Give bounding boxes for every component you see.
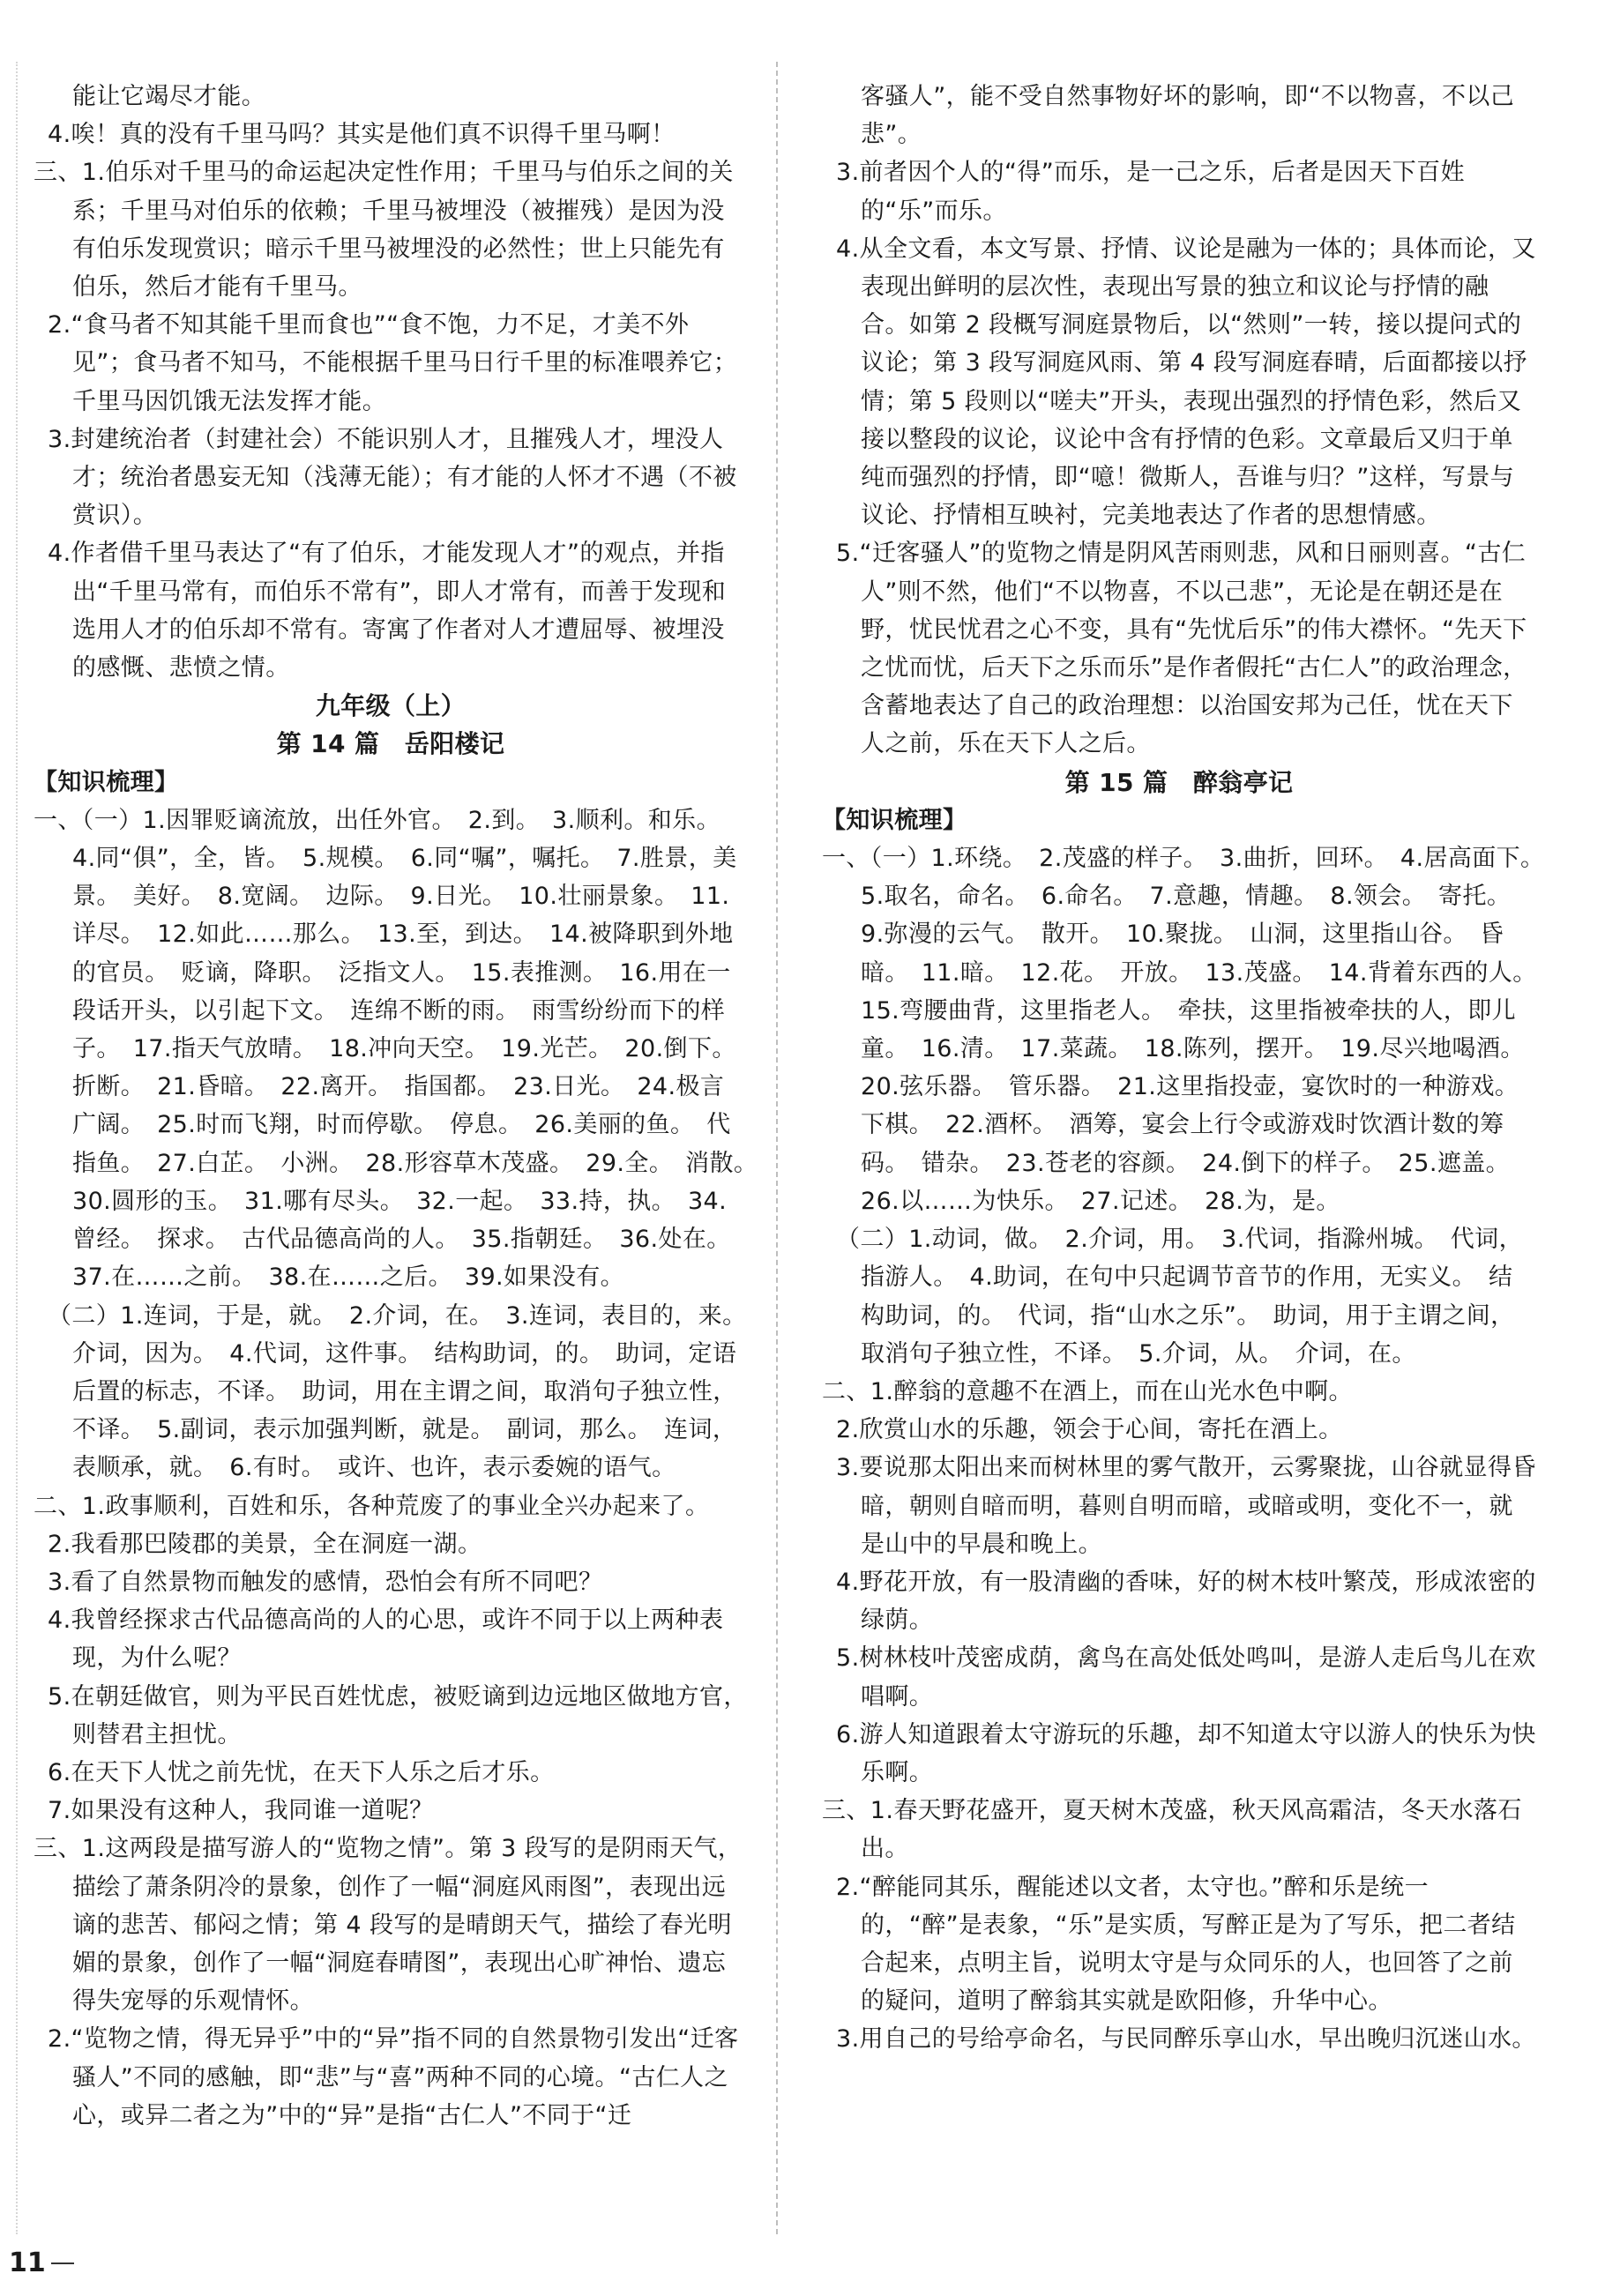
column-divider (776, 62, 778, 2234)
left-paragraph: 5.在朝廷做官，则为平民百姓忧虑，被贬谪到边远地区做地方官，则替君主担忧。 (48, 1682, 748, 1748)
left-paragraph: 4.唉！真的没有千里马吗？其实是他们真不识得千里马啊！ (48, 121, 676, 149)
right-paragraph: 4.从全文看，本文写景、抒情、议论是融为一体的；具体而论，又表现出鲜明的层次性，表现出写景的独立和议论与抒情的融合。如第 2 段概写洞庭景物后，以“然则”一转，接以提问式的议论；第 3 段写洞庭风雨、第 4 段写洞庭春晴，后面都接以抒情；第 5 段则以“嗟夫”开头，表现出强烈的抒情色彩，然后又接以整段的议论，议论中含有抒情的色彩。文章最后又归于单纯而强烈的抒情，即“噫！微斯人，吾谁与归？”这样，写景与议论、抒情相互映衬，完美地表达了作者的思想情感。 (836, 235, 1536, 530)
page-number: 11 (9, 2248, 46, 2278)
binding-margin-line (16, 62, 18, 2234)
left-paragraph: 7.如果没有这种人，我同谁一道呢？ (48, 1797, 434, 1825)
left-paragraph: 4.作者借千里马表达了“有了伯乐，才能发现人才”的观点，并指出“千里马常有，而伯乐不常有”，即人才常有，而善于发现和选用人才的伯乐却不常有。寄寓了作者对人才遭屈辱、被埋没的感慨、悲愤之情。 (48, 540, 727, 682)
left-paragraph: 3.封建统治者（封建社会）不能识别人才，且摧残人才，埋没人才；统治者愚妄无知（浅薄无能）；有才能的人怀才不遇（不被赏识）。 (48, 425, 737, 530)
left-paragraph: 2.“览物之情，得无异乎”中的“异”指不同的自然景物引发出“迁客骚人”不同的感触，即“悲”与“喜”两种不同的心境。“古仁人之心，或异二者之为”中的“异”是指“古仁人”不同于“迁 (48, 2025, 739, 2129)
left-paragraph: 2.我看那巴陵郡的美景，全在洞庭一湖。 (48, 1530, 482, 1558)
right-paragraph: 3.前者因个人的“得”而乐，是一己之乐，后者是因天下百姓的“乐”而乐。 (836, 159, 1465, 225)
left-paragraph: 4.我曾经探求古代品德高尚的人的心思，或许不同于以上两种表现，为什么呢？ (48, 1606, 724, 1673)
left-paragraph: 6.在天下人忧之前先忧，在天下人乐之后才乐。 (48, 1758, 555, 1786)
right-column (822, 78, 1557, 2059)
page-number-dash (51, 2262, 74, 2264)
left-paragraph: （二）1.连词，于是，就。 2.介词，在。 3.连词，表目的，来。介词，因为。 4.代词，这件事。 结构助词，的。 助词，定语后置的标志，不译。 助词，用在主谓之间，取消句子独立性，不译。 5.副词，表示加强判断，就是。 副词，那么。 连词，表顺承，就。 6.有时。 或许、也许，表示委婉的语气。 (48, 1301, 747, 1482)
left-paragraph: 九年级（上） (315, 691, 467, 721)
left-paragraph: 【知识梳理】 (34, 768, 179, 796)
left-paragraph: 三、1.伯乐对千里马的命运起决定性作用；千里马与伯乐之间的关系；千里马对伯乐的依赖；千里马被埋没（被摧残）是因为没有伯乐发现赏识；暗示千里马被埋没的必然性；世上只能先有伯乐，然后才能有千里马。 (34, 159, 734, 302)
right-paragraph: 5.“迁客骚人”的览物之情是阴风苦雨则悲，风和日丽则喜。“古仁人”则不然，他们“不以物喜，不以己悲”，无论是在朝还是在野，忧民忧君之心不变，具有“先忧后乐”的伟大襟怀。“先天下之忧而忧，后天下之乐而乐”是作者假托“古仁人”的政治理念，含蓄地表达了自己的政治理想：以治国安邦为己任，忧在天下人之前，乐在天下人之后。 (836, 540, 1527, 758)
right-paragraph: 2.欣赏山水的乐趣，领会于心间，寄托在酒上。 (836, 1416, 1343, 1444)
right-paragraph: 【知识梳理】 (822, 806, 967, 834)
right-paragraph: 一、（一）1.环绕。 2.茂盛的样子。 3.曲折，回环。 4.居高面下。 5.取名，命名。 6.命名。 7.意趣，情趣。 8.领会。 寄托。 9.弥漫的云气。 散开。 10.聚拢。 山洞，这里指山谷。 昏暗。 11.暗。 12.花。 开放。 13.茂盛。 14.背着东西的人。 15.弯腰曲背，这里指老人。 牵扶，这里指被牵扶的人，即儿童。 16.清。 17.菜蔬。 18.陈列，摆开。 19.尽兴地喝酒。 20.弦乐器。 管乐器。 21.这里指投壶，宴饮时的一种游戏。 下棋。 22.酒杯。 酒筹，宴会上行令或游戏时饮酒计数的筹码。 错杂。 23.苍老的容颜。 24.倒下的样子。 25.遮盖。 26.以……为快乐。 27.记述。 28.为，是。 (822, 845, 1557, 1215)
right-paragraph: 3.要说那太阳出来而树林里的雾气散开，云雾聚拢，山谷就显得昏暗，朝则自暗而明，暮则自明而暗，或暗或明，变化不一，就是山中的早晨和晚上。 (836, 1454, 1536, 1558)
left-paragraph: 2.“食马者不知其能千里而食也”“食不饱，力不足，才美不外见”；食马者不知马，不能根据千里马日行千里的标准喂养它；千里马因饥饿无法发挥才能。 (48, 311, 738, 415)
right-paragraph: 2.“醉能同其乐，醒能述以文者，太守也。”醉和乐是统一的，“醉”是表象，“乐”是实质，写醉正是为了写乐，把二者结合起来，点明主旨，说明太守是与众同乐的人，也回答了之前的疑问，道明了醉翁其实就是欧阳修，升华中心。 (836, 1873, 1516, 2016)
left-paragraph: 三、1.这两段是描写游人的“览物之情”。第 3 段写的是阴雨天气，描绘了萧条阴冷的景象，创作了一幅“洞庭风雨图”，表现出远谪的悲苦、郁闷之情；第 4 段写的是晴朗天气，描绘了春光明媚的景象，创作了一幅“洞庭春晴图”，表现出心旷神怡、遗忘得失宠辱的乐观情怀。 (34, 1835, 743, 2016)
right-paragraph: 3.用自己的号给亭命名，与民同醉乐享山水，早出晚归沉迷山水。 (836, 2025, 1536, 2054)
right-paragraph: 6.游人知道跟着太守游玩的乐趣，却不知道太守以游人的快乐为快乐啊。 (836, 1720, 1536, 1786)
right-paragraph: 二、1.醉翁的意趣不在酒上，而在山光水色中啊。 (822, 1377, 1353, 1405)
left-paragraph: 能让它竭尽才能。 (72, 83, 266, 110)
right-paragraph: 客骚人”，能不受自然事物好坏的影响，即“不以物喜，不以己悲”。 (861, 83, 1515, 149)
left-column (34, 78, 771, 2135)
right-paragraph: （二）1.动词，做。 2.介词，用。 3.代词，指滁州城。 代词，指游人。 4.助词，在句中只起调节音节的作用，无实义。 结构助词，的。 代词，指“山水之乐”。 助词，用于主谓之间，取消句子独立性，不译。 5.介词，从。 介词，在。 (836, 1226, 1523, 1368)
left-paragraph: 第 14 篇 岳阳楼记 (276, 729, 505, 759)
right-paragraph: 5.树林枝叶茂密成荫，禽鸟在高处低处鸣叫，是游人走后鸟儿在欢唱啊。 (836, 1644, 1536, 1711)
left-paragraph: 3.看了自然景物而触发的感情，恐怕会有所不同吧？ (48, 1568, 603, 1596)
right-paragraph: 第 15 篇 醉翁亭记 (1064, 767, 1294, 797)
left-paragraph: 一、（一）1.因罪贬谪流放，出任外官。 2.到。 3.顺利。和乐。 4.同“俱”，全，皆。 5.规模。 6.同“嘱”，嘱托。 7.胜景，美景。 美好。 8.宽阔。 边际。 9.日光。 10.壮丽景象。 11.详尽。 12.如此……那么。 13.至，到达。 14.被降职到外地的官员。 贬谪，降职。 泛指文人。 15.表推测。 16.用在一段话开头，以引起下文。 连绵不断的雨。 雨雪纷纷而下的样子。 17.指天气放晴。 18.冲向天空。 19.光芒。 20.倒下。 折断。 21.昏暗。 22.离开。 指国都。 23.日光。 24.极言广阔。 25.时而飞翔，时而停歇。 停息。 26.美丽的鱼。 代指鱼。 27.白芷。 小洲。 28.形容草木茂盛。 29.全。 消散。 30.圆形的玉。 31.哪有尽头。 32.一起。 33.持，执。 34.曾经。 探求。 古代品德高尚的人。 35.指朝廷。 36.处在。 37.在……之前。 38.在……之后。 39.如果没有。 (34, 806, 771, 1292)
right-paragraph: 4.野花开放，有一股清幽的香味，好的树木枝叶繁茂，形成浓密的绿荫。 (836, 1568, 1536, 1635)
left-paragraph: 二、1.政事顺利，百姓和乐，各种荒废了的事业全兴办起来了。 (34, 1492, 710, 1520)
right-paragraph: 三、1.春天野花盛开，夏天树木茂盛，秋天风高霜洁，冬天水落石出。 (822, 1797, 1522, 1863)
